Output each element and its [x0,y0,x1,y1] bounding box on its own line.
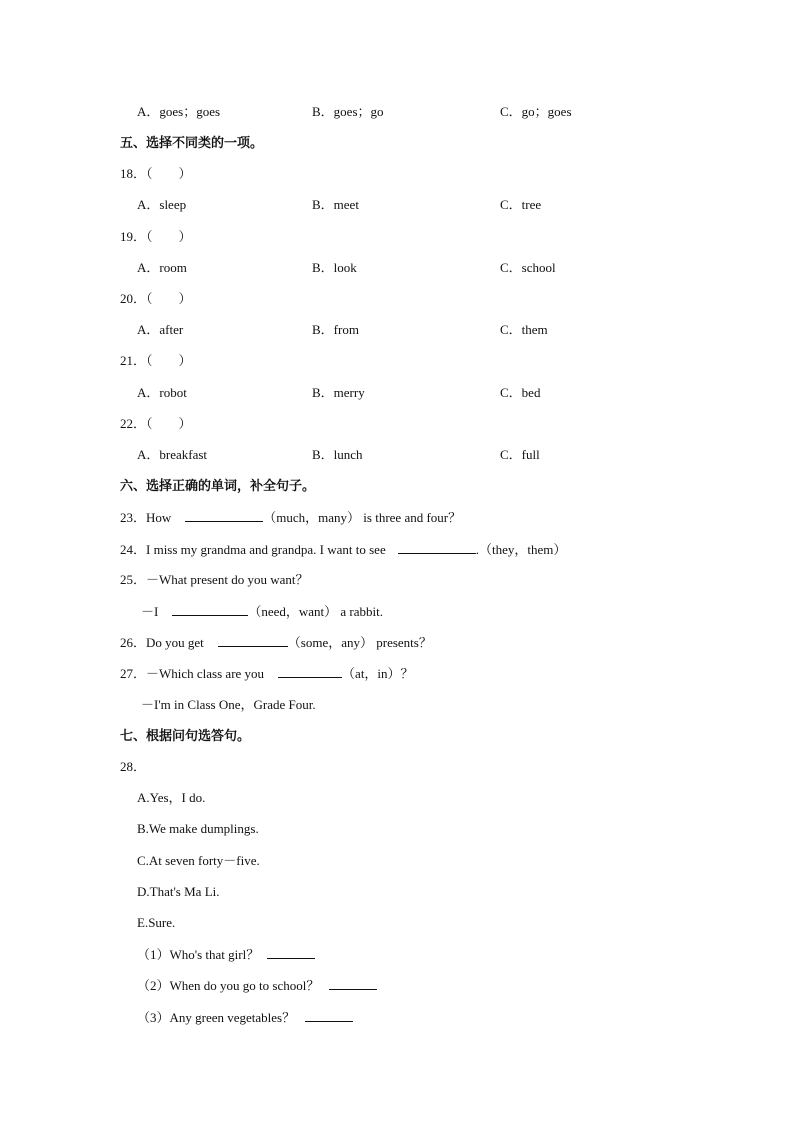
question-18-number: 18．（ ） [120,166,192,181]
option-b: B．goes；go [312,104,384,119]
question-19-number: 19．（ ） [120,229,192,244]
answer-option-a: A.Yes，I do. [137,790,206,805]
section-7-title: 七、根据问句选答句。 [120,728,251,743]
question-20-option-b: B．from [312,322,359,337]
sub-question-2-text: （2）When do you go to school？ [137,978,320,993]
question-21-option-a: A．robot [137,385,187,400]
sub-question-2 [137,977,377,994]
question-25-choices: （need，want） a rabbit. [248,604,383,619]
question-26-text: 26．Do you get [120,635,204,650]
answer-blank[interactable] [185,509,263,522]
question-25 [141,603,383,620]
sub-question-1-text: （1）Who's that girl？ [137,947,260,962]
question-23 [120,509,461,526]
question-23-text: 23．How [120,510,172,525]
question-27-text: 27．－Which class are you [120,666,265,681]
question-28-number: 28． [120,759,147,774]
answer-blank[interactable] [329,977,377,990]
question-23-choices: （much，many） is three and four？ [263,510,462,525]
answer-blank[interactable] [172,603,248,616]
question-22-option-b: B．lunch [312,447,363,462]
question-24-choices: .（they，them） [475,542,567,557]
question-18-option-c: C．tree [500,197,542,212]
sub-question-3-text: （3）Any green vegetables？ [137,1010,296,1025]
answer-blank[interactable] [278,665,342,678]
question-22-option-a: A．breakfast [137,447,208,462]
question-26-choices: （some，any） presents？ [287,635,432,650]
question-18-option-a: A．sleep [137,197,187,212]
question-27-answer: －I'm in Class One，Grade Four. [141,697,316,712]
section-6-title: 六、选择正确的单词，补全句子。 [120,478,316,493]
answer-option-b: B.We make dumplings. [137,821,259,836]
question-25-text: －I [141,604,159,619]
question-20-option-a: A．after [137,322,184,337]
sub-question-1 [137,946,315,963]
question-19-option-a: A．room [137,260,187,275]
question-21-option-b: B．merry [312,385,365,400]
answer-option-e: E.Sure. [137,915,176,930]
option-c: C．go；goes [500,104,572,119]
option-a: A．goes；goes [137,104,221,119]
question-24 [120,541,566,558]
question-27-choices: （at，in）？ [342,666,414,681]
answer-blank[interactable] [305,1009,353,1022]
question-19-option-c: C．school [500,260,556,275]
question-27 [120,665,414,682]
answer-blank[interactable] [218,634,288,647]
answer-option-c: C.At seven forty－five. [137,853,260,868]
question-20-option-c: C．them [500,322,548,337]
question-21-option-c: C．bed [500,385,541,400]
question-22-option-c: C．full [500,447,540,462]
question-22-number: 22．（ ） [120,416,192,431]
answer-blank[interactable] [267,946,315,959]
sub-question-3 [137,1009,353,1026]
question-20-number: 20．（ ） [120,291,192,306]
answer-option-d: D.That's Ma Li. [137,884,220,899]
question-19-option-b: B．look [312,260,357,275]
section-5-title: 五、选择不同类的一项。 [120,135,264,150]
question-25-prompt: 25．－What present do you want？ [120,572,309,587]
question-21-number: 21．（ ） [120,353,192,368]
question-26 [120,634,432,651]
answer-blank[interactable] [398,541,476,554]
question-18-option-b: B．meet [312,197,359,212]
question-24-text: 24．I miss my grandma and grandpa. I want to see [120,542,386,557]
